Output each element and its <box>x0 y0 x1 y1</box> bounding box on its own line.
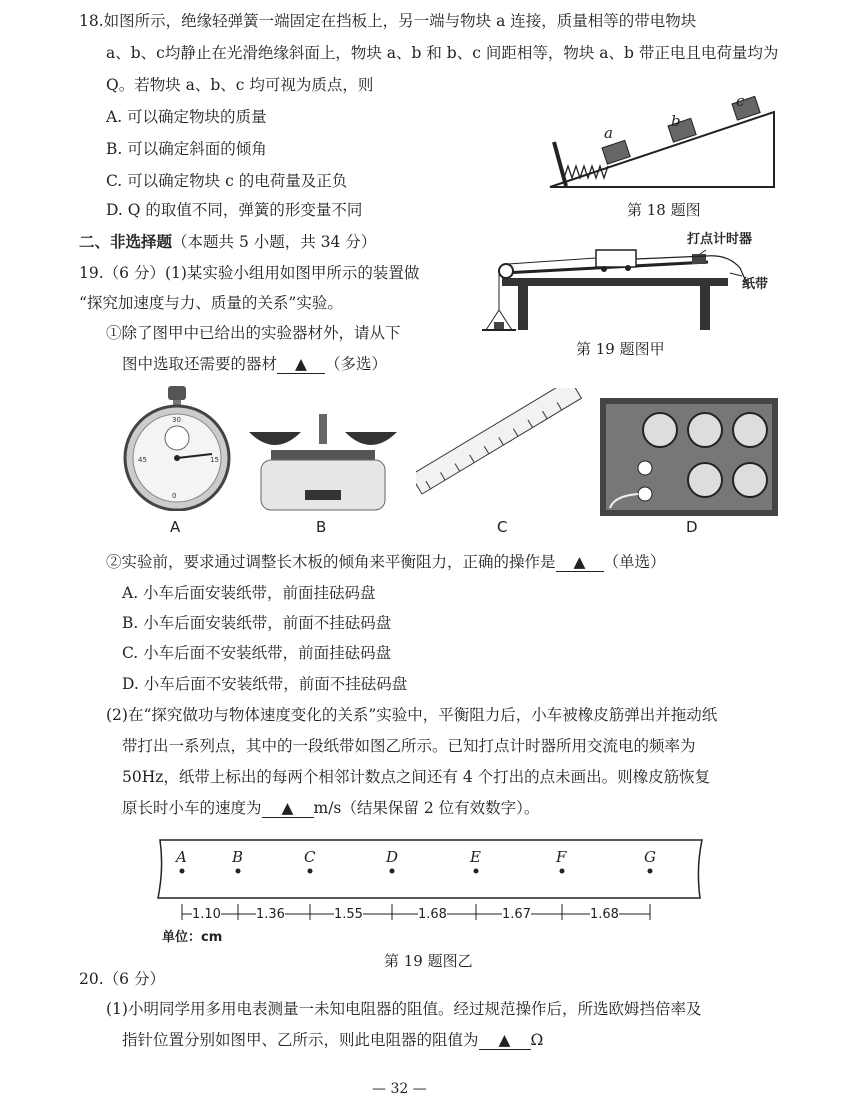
q18-option-b: B. 可以确定斜面的倾角 <box>106 140 267 158</box>
tape-point-c: C <box>304 848 316 866</box>
q19-sub2-option-c: C. 小车后面不安装纸带，前面挂砝码盘 <box>122 644 392 662</box>
q18-option-c: C. 可以确定物块 c 的电荷量及正负 <box>106 172 348 190</box>
section-2-title: 二、非选择题 <box>79 233 173 251</box>
q19-part2-text: 原长时小车的速度为 <box>122 799 262 817</box>
q19-line-2: “探究加速度与力、质量的关系”实验。 <box>79 294 343 312</box>
svg-text:15: 15 <box>210 456 219 464</box>
q19-part2-line-1: (2)在“探究做功与物体速度变化的关系”实验中，平衡阻力后，小车被橡皮筋弹出并拖动纸 <box>106 706 718 724</box>
q20-line-2: (1)小明同学用多用电表测量一未知电阻器的阻值。经过规范操作后，所选欧姆挡倍率及 <box>106 1000 702 1018</box>
tape-point-a: A <box>176 848 187 866</box>
answer-blank: ▲ <box>556 553 604 572</box>
q19-fig-yi-caption: 第 19 题图乙 <box>384 952 473 970</box>
q20-line-3 <box>122 1029 543 1051</box>
tape-gap-bc: 1.36 <box>256 907 285 922</box>
timer-label: 打点计时器 <box>687 232 753 247</box>
q20-line-3-text: 指针位置分别如图甲、乙所示，则此电阻器的阻值为 <box>122 1031 479 1049</box>
equipment-label-a: A <box>170 518 181 536</box>
section-2-heading <box>79 231 376 253</box>
q19-sub1-line-1: ①除了图甲中已给出的实验器材外，请从下 <box>106 324 401 342</box>
q19-sub1-text: 图中选取还需要的器材 <box>122 355 278 373</box>
equipment-label-b: B <box>316 518 327 536</box>
q18-figure-caption: 第 18 题图 <box>627 201 701 219</box>
q18-option-a: A. 可以确定物块的质量 <box>106 108 267 126</box>
answer-blank: ▲ <box>262 799 314 818</box>
svg-text:0: 0 <box>172 492 177 500</box>
q19-part2-line-3: 50Hz，纸带上标出的每两个相邻计数点之间还有 4 个打出的点未画出。则橡皮筋恢复 <box>122 768 711 786</box>
resistance-box-image <box>600 398 778 516</box>
q19-sub2-option-b: B. 小车后面安装纸带，前面不挂砝码盘 <box>122 614 392 632</box>
tape-point-d: D <box>386 848 399 866</box>
tape-point-f: F <box>556 848 567 866</box>
page-number: — 32 — <box>372 1081 427 1097</box>
answer-blank: ▲ <box>479 1031 531 1050</box>
answer-blank: ▲ <box>277 355 325 374</box>
q19-part2-line-4 <box>122 797 539 819</box>
tape-gap-ef: 1.67 <box>502 907 531 922</box>
ruler-image <box>416 388 588 500</box>
q19-sub2-text: ②实验前，要求通过调整长木板的倾角来平衡阻力，正确的操作是 <box>106 553 556 571</box>
q19-apparatus-figure <box>478 240 778 340</box>
tape-label: 纸带 <box>742 277 769 292</box>
q18-line-1: 18.如图所示，绝缘轻弹簧一端固定在挡板上，另一端与物块 a 连接，质量相等的带电物块 <box>79 12 697 30</box>
q19-sub2-option-d: D. 小车后面不安装纸带，前面不挂砝码盘 <box>122 675 408 693</box>
tape-gap-fg: 1.68 <box>590 907 619 922</box>
stopwatch-image <box>122 386 232 511</box>
q20-line-1: 20.（6 分） <box>79 970 165 988</box>
q19-line-1: 19.（6 分）(1)某实验小组用如图甲所示的装置做 <box>79 264 420 282</box>
tape-unit-label: 单位：cm <box>162 930 223 945</box>
equipment-label-c: C <box>497 518 508 536</box>
tape-point-g: G <box>644 848 656 866</box>
tape-gap-de: 1.68 <box>418 907 447 922</box>
equipment-label-d: D <box>686 518 698 536</box>
tape-point-e: E <box>470 848 481 866</box>
svg-text:30: 30 <box>172 416 181 424</box>
q19-sub2-option-a: A. 小车后面安装纸带，前面挂砝码盘 <box>122 584 376 602</box>
q19-sub1-line-2 <box>122 353 387 375</box>
tape-gap-ab: 1.10 <box>192 907 221 922</box>
q19-sub2-line <box>106 551 666 573</box>
q19-fig-jia-caption: 第 19 题图甲 <box>576 340 665 358</box>
q20-line-3-unit: Ω <box>530 1031 544 1049</box>
paper-tape-figure <box>150 838 710 946</box>
section-2-note: （本题共 5 小题，共 34 分） <box>172 233 377 251</box>
tape-gap-cd: 1.55 <box>334 907 363 922</box>
q18-line-3: Q。若物块 a、b、c 均可视为质点，则 <box>106 76 374 94</box>
q18-line-2: a、b、c均静止在光滑绝缘斜面上，物块 a、b 和 b、c 间距相等，物块 a、b 带正电且电荷量均为 <box>106 44 779 62</box>
block-a-label: a <box>604 124 613 142</box>
balance-image <box>245 410 401 520</box>
q18-option-d: D. Q 的取值不同，弹簧的形变量不同 <box>106 201 363 219</box>
block-c-label: c <box>736 92 745 110</box>
block-b-label: b <box>671 112 681 130</box>
q19-part2-line-2: 带打出一系列点，其中的一段纸带如图乙所示。已知打点计时器所用交流电的频率为 <box>122 737 696 755</box>
q19-sub1-suffix: （多选） <box>325 355 388 373</box>
svg-text:45: 45 <box>138 456 147 464</box>
q19-part2-suffix: m/s（结果保留 2 位有效数字）。 <box>313 799 540 817</box>
q19-sub2-suffix: （单选） <box>603 553 666 571</box>
tape-point-b: B <box>232 848 244 866</box>
